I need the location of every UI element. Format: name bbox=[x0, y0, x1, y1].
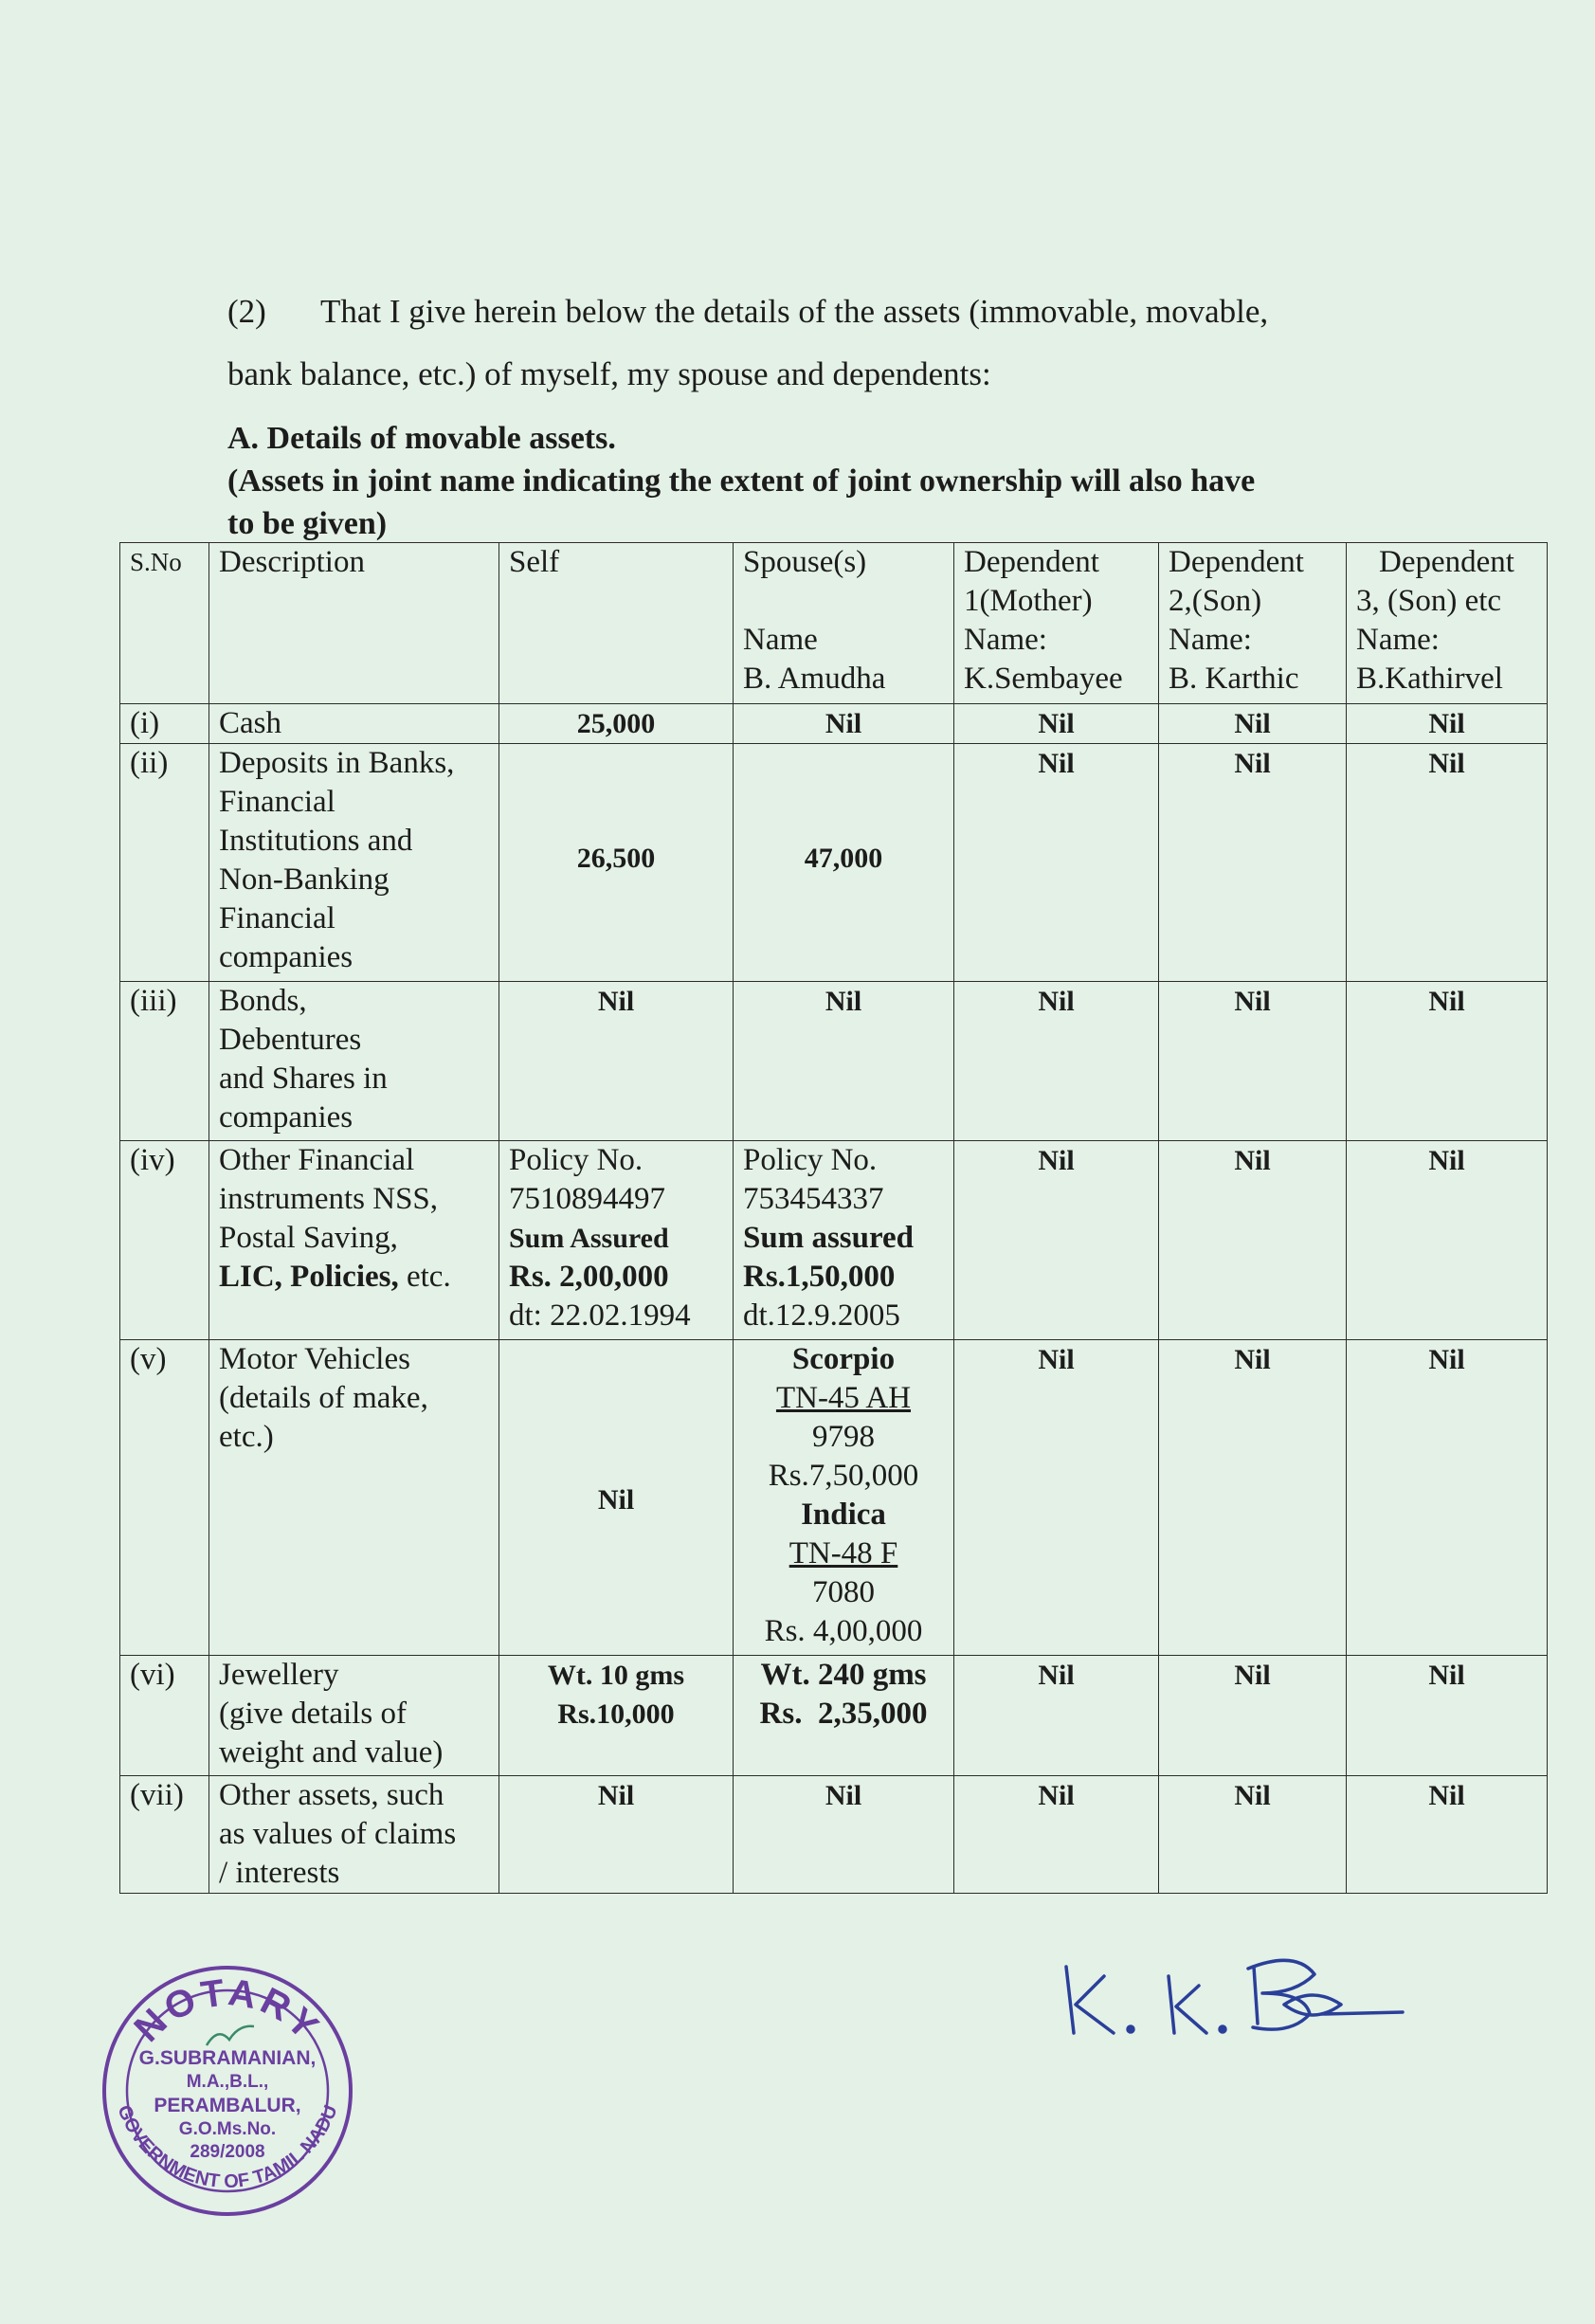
table-row: (vi) Jewellery (give details of weight and value) Wt. 10 gms Rs.10,000 Wt. 240 gms Rs. 2,35,000 Nil Nil Nil bbox=[120, 1656, 1548, 1776]
table-header-row bbox=[120, 543, 1548, 704]
spouse-jewellery: Wt. 240 gms Rs. 2,35,000 bbox=[734, 1656, 954, 1776]
intro-line-1: (2) That I give herein below the details of the assets (immovable, movable, bbox=[227, 281, 1422, 343]
header-sno: S.No bbox=[120, 543, 209, 704]
intro-paragraph bbox=[227, 281, 1422, 406]
stamp-degree: M.A.,B.L., bbox=[186, 2072, 269, 2092]
table-row: (vii) Other assets, such as values of claims / interests Nil Nil Nil Nil Nil bbox=[120, 1776, 1548, 1894]
table-row: (ii) Deposits in Banks, Financial Institutions and Non-Banking Financial companies 26,500 47,000 Nil Nil Nil bbox=[120, 744, 1548, 982]
stamp-number: 289/2008 bbox=[190, 2142, 265, 2162]
intro-line-2: bank balance, etc.) of myself, my spouse and dependents: bbox=[227, 355, 991, 392]
self-policy: Policy No. 7510894497 Sum Assured Rs. 2,00,000 dt: 22.02.1994 bbox=[499, 1141, 734, 1340]
table-row: (i) Cash 25,000 Nil Nil Nil Nil bbox=[120, 704, 1548, 744]
section-heading bbox=[227, 417, 1441, 545]
intro-number: (2) bbox=[227, 293, 266, 330]
section-note-1: (Assets in joint name indicating the extent of joint ownership will also have bbox=[227, 463, 1256, 499]
row-description: Other Financial instruments NSS, Postal Saving, LIC, Policies, etc. bbox=[209, 1141, 499, 1340]
self-jewellery: Wt. 10 gms Rs.10,000 bbox=[499, 1656, 734, 1776]
stamp-place: PERAMBALUR, bbox=[154, 2095, 301, 2116]
stamp-bottom-text: GOVERNMENT OF TAMIL NADU bbox=[113, 2102, 342, 2193]
header-dependent-2: Dependent 2,(Son) Name: B. Karthic bbox=[1159, 543, 1347, 704]
row-description: Bonds, Debentures and Shares in companies bbox=[209, 982, 499, 1141]
table-row: (iv) Other Financial instruments NSS, Postal Saving, LIC, Policies, etc. Policy No. 7510894497 Sum Assured Rs. 2,00,000 dt: 22.02.1994 Policy No. 753454337 Sum assured Rs.1,50,000 dt.12.9.2005 Nil Nil Nil bbox=[120, 1141, 1548, 1340]
header-description: Description bbox=[209, 543, 499, 704]
notary-stamp bbox=[95, 1958, 360, 2224]
spouse-policy: Policy No. 753454337 Sum assured Rs.1,50,000 dt.12.9.2005 bbox=[734, 1141, 954, 1340]
stamp-name: G.SUBRAMANIAN, bbox=[138, 2047, 317, 2069]
stamp-initial-mark bbox=[207, 2026, 254, 2045]
header-self: Self bbox=[499, 543, 734, 704]
signature bbox=[1047, 1938, 1407, 2052]
section-note-2: to be given) bbox=[227, 506, 388, 541]
movable-assets-table bbox=[119, 542, 1548, 1894]
row-description: Jewellery (give details of weight and value) bbox=[209, 1656, 499, 1776]
table-row: (v) Motor Vehicles (details of make, etc.) Nil Scorpio TN-45 AH 9798 Rs.7,50,000 Indica TN-48 F 7080 Rs. 4,00,000 Nil Nil Nil bbox=[120, 1340, 1548, 1656]
row-description: Deposits in Banks, Financial Institutions and Non-Banking Financial companies bbox=[209, 744, 499, 982]
stamp-top-text: NOTARY bbox=[126, 1971, 329, 2050]
header-spouse: Spouse(s) Name B. Amudha bbox=[734, 543, 954, 704]
stamp-order: G.O.Ms.No. bbox=[178, 2119, 277, 2139]
header-dependent-3: Dependent 3, (Son) etc Name: B.Kathirvel bbox=[1347, 543, 1548, 704]
spouse-vehicles: Scorpio TN-45 AH 9798 Rs.7,50,000 Indica TN-48 F 7080 Rs. 4,00,000 bbox=[734, 1340, 954, 1656]
table-row: (iii) Bonds, Debentures and Shares in companies Nil Nil Nil Nil Nil bbox=[120, 982, 1548, 1141]
header-dependent-1: Dependent 1(Mother) Name: K.Sembayee bbox=[954, 543, 1159, 704]
row-description: Other assets, such as values of claims / interests bbox=[209, 1776, 499, 1894]
section-title: A. Details of movable assets. bbox=[227, 421, 616, 456]
row-description: Motor Vehicles (details of make, etc.) bbox=[209, 1340, 499, 1656]
